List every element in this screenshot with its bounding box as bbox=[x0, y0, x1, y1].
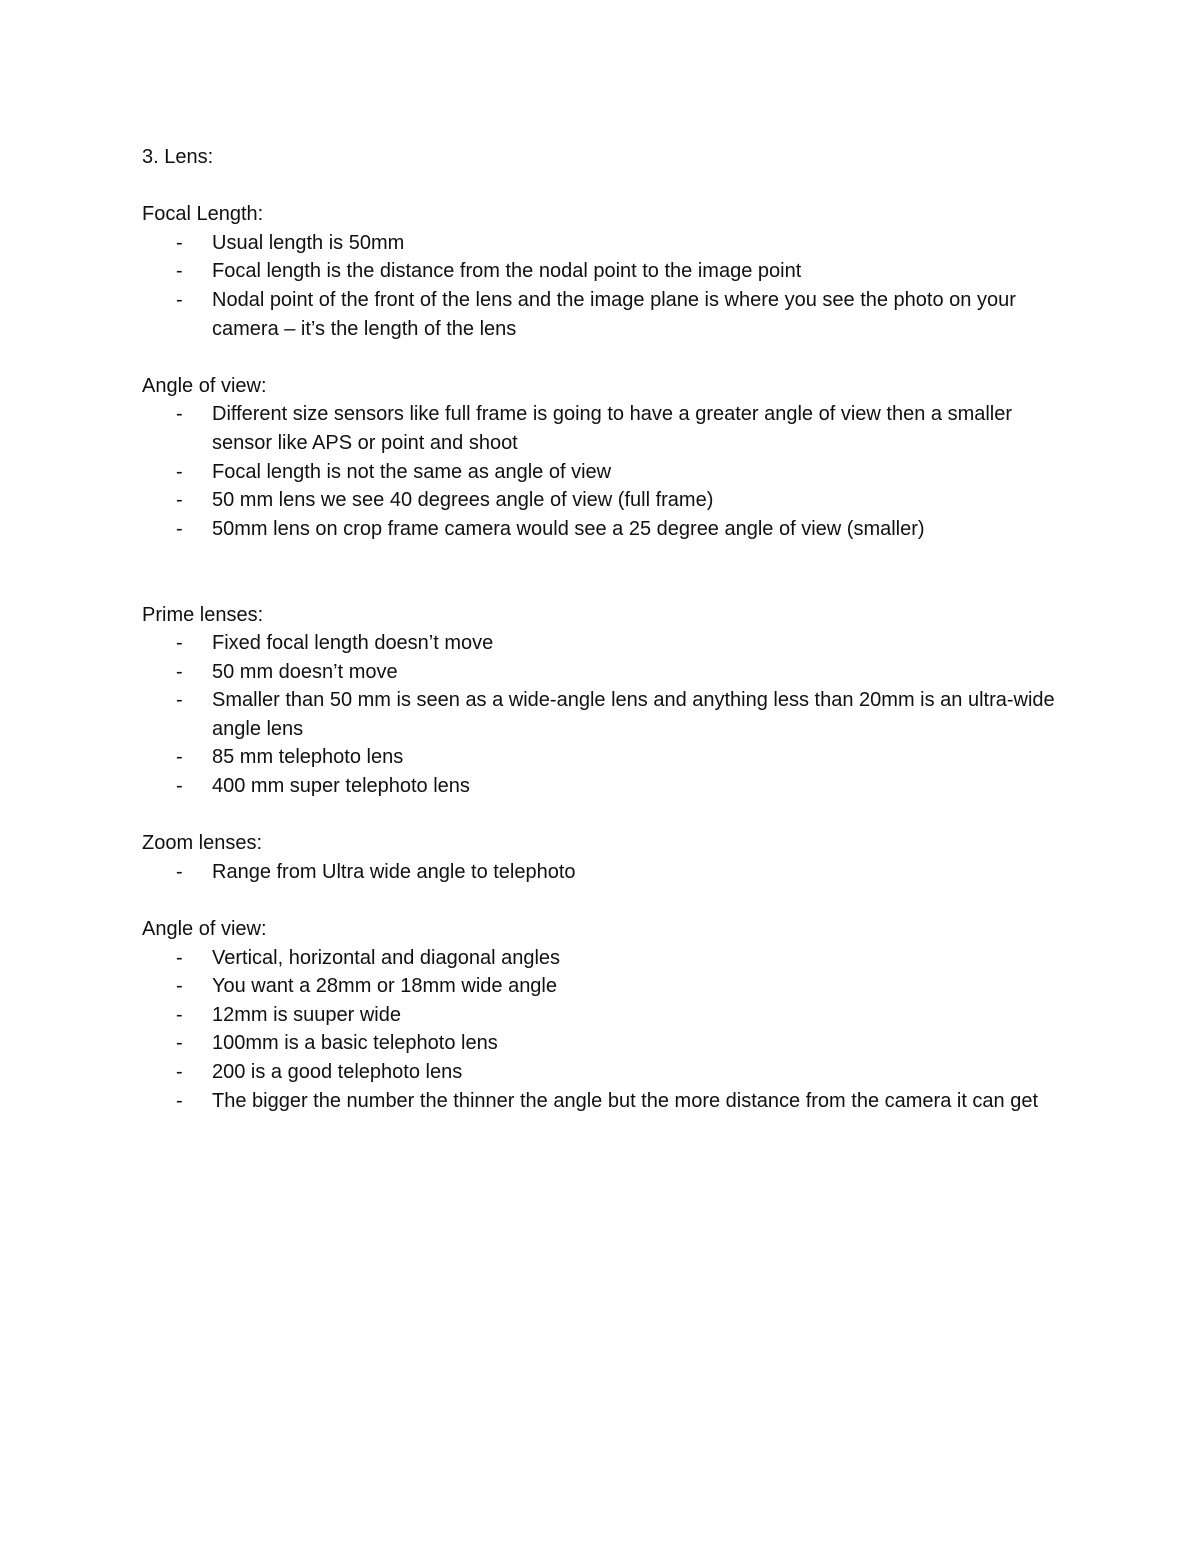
section-heading: Angle of view: bbox=[142, 918, 267, 941]
section-heading: Focal Length: bbox=[142, 203, 264, 226]
list-item bbox=[142, 1058, 1072, 1087]
dash-bullet-icon: - bbox=[176, 260, 183, 283]
dash-bullet-icon: - bbox=[176, 946, 183, 969]
list-item bbox=[142, 743, 1072, 772]
list-item-text: 100mm is a basic telephoto lens bbox=[212, 1032, 498, 1055]
dash-bullet-icon: - bbox=[176, 775, 183, 798]
list-item bbox=[142, 257, 1072, 286]
dash-bullet-icon: - bbox=[176, 689, 183, 712]
list-item bbox=[142, 629, 1072, 658]
list-item-text: Different size sensors like full frame is going to have a greater angle of view then a smaller sensor like APS or point and shoot bbox=[212, 403, 1013, 454]
dash-bullet-icon: - bbox=[176, 231, 183, 254]
list-item-text: The bigger the number the thinner the angle but the more distance from the camera it can get bbox=[212, 1089, 1039, 1112]
list-item bbox=[142, 658, 1072, 687]
dash-bullet-icon: - bbox=[176, 489, 183, 512]
list-item bbox=[142, 858, 1072, 887]
section-4 bbox=[142, 829, 1072, 886]
list-item-text: Vertical, horizontal and diagonal angles bbox=[212, 946, 561, 969]
dash-bullet-icon: - bbox=[176, 860, 183, 883]
dash-bullet-icon: - bbox=[176, 1089, 183, 1112]
section-5 bbox=[142, 915, 1072, 1115]
dash-bullet-icon: - bbox=[176, 1003, 183, 1026]
dash-bullet-icon: - bbox=[176, 517, 183, 540]
bullet-list bbox=[142, 400, 1072, 543]
list-item bbox=[142, 400, 1072, 457]
dash-bullet-icon: - bbox=[176, 1032, 183, 1055]
bullet-list bbox=[142, 229, 1072, 343]
list-item bbox=[142, 1029, 1072, 1058]
list-item-text: Fixed focal length doesn’t move bbox=[212, 632, 494, 655]
list-item bbox=[142, 1087, 1072, 1116]
dash-bullet-icon: - bbox=[176, 746, 183, 769]
list-item-text: You want a 28mm or 18mm wide angle bbox=[212, 975, 557, 998]
list-item-text: 400 mm super telephoto lens bbox=[212, 775, 470, 798]
section-2 bbox=[142, 372, 1072, 544]
section-1 bbox=[142, 200, 1072, 343]
dash-bullet-icon: - bbox=[176, 403, 183, 426]
list-item-text: 50 mm lens we see 40 degrees angle of view (full frame) bbox=[212, 489, 714, 512]
list-item-text: 85 mm telephoto lens bbox=[212, 746, 404, 769]
bullet-list bbox=[142, 944, 1072, 1116]
list-item bbox=[142, 1001, 1072, 1030]
dash-bullet-icon: - bbox=[176, 288, 183, 311]
list-item bbox=[142, 286, 1072, 343]
list-item bbox=[142, 458, 1072, 487]
dash-bullet-icon: - bbox=[176, 460, 183, 483]
list-item-text: 50 mm doesn’t move bbox=[212, 660, 398, 683]
list-item-text: Smaller than 50 mm is seen as a wide-angle lens and anything less than 20mm is an ultra-wide angle lens bbox=[212, 689, 1055, 740]
section-heading: Prime lenses: bbox=[142, 603, 264, 626]
document-body bbox=[142, 143, 1072, 1115]
list-item-text: 50mm lens on crop frame camera would see a 25 degree angle of view (smaller) bbox=[212, 517, 925, 540]
dash-bullet-icon: - bbox=[176, 1061, 183, 1083]
section-heading: Angle of view: bbox=[142, 374, 267, 397]
list-item bbox=[142, 772, 1072, 801]
section-3 bbox=[142, 601, 1072, 801]
list-item bbox=[142, 229, 1072, 258]
sections-container bbox=[142, 200, 1072, 1115]
list-item bbox=[142, 515, 1072, 544]
section-heading: Zoom lenses: bbox=[142, 832, 263, 855]
list-item bbox=[142, 972, 1072, 1001]
list-item-text: Usual length is 50mm bbox=[212, 231, 405, 254]
bullet-list bbox=[142, 858, 1072, 887]
list-item bbox=[142, 944, 1072, 973]
document-title: 3. Lens: bbox=[142, 146, 214, 168]
bullet-list bbox=[142, 629, 1072, 801]
list-item bbox=[142, 486, 1072, 515]
list-item-text: Focal length is not the same as angle of view bbox=[212, 460, 612, 483]
list-item-text: 200 is a good telephoto lens bbox=[212, 1061, 463, 1083]
list-item bbox=[142, 686, 1072, 743]
dash-bullet-icon: - bbox=[176, 660, 183, 683]
list-item-text: Focal length is the distance from the nodal point to the image point bbox=[212, 260, 802, 283]
list-item-text: Nodal point of the front of the lens and the image plane is where you see the photo on your camera – it’s the length of the lens bbox=[212, 288, 1016, 340]
list-item-text: Range from Ultra wide angle to telephoto bbox=[212, 860, 576, 883]
dash-bullet-icon: - bbox=[176, 975, 183, 998]
dash-bullet-icon: - bbox=[176, 632, 183, 655]
list-item-text: 12mm is suuper wide bbox=[212, 1003, 401, 1026]
